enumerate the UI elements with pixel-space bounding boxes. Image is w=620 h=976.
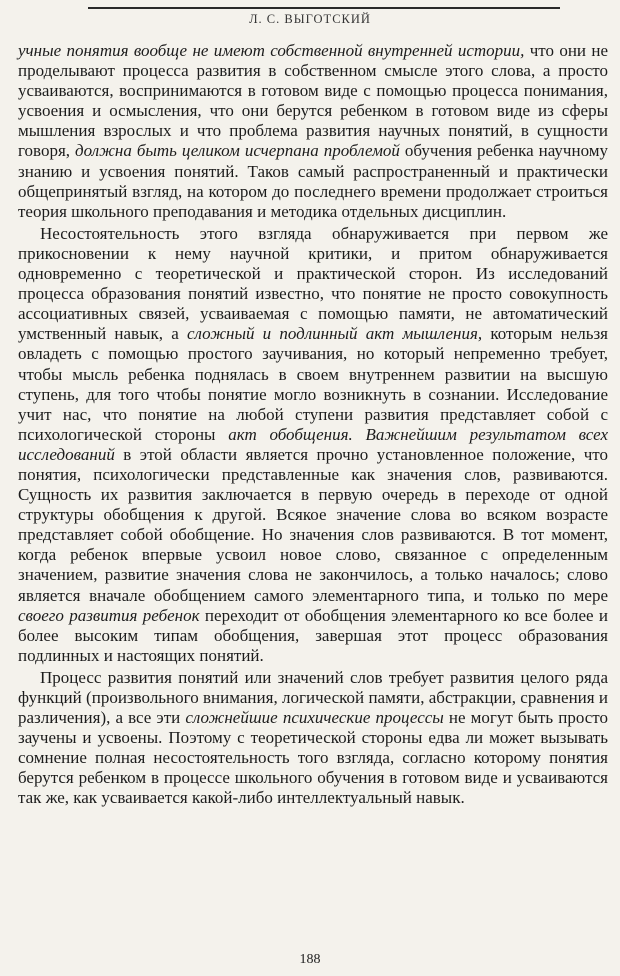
header-rule xyxy=(88,7,560,9)
paragraph-2-segment: Важнейшим результатом всех исследований xyxy=(18,424,608,464)
paragraph-1 xyxy=(18,41,608,222)
paragraph-2 xyxy=(18,224,608,666)
paragraph-3 xyxy=(18,668,608,809)
paragraph-2-segment: в этой области является прочно установленное положение, что понятия, психологически представленные как значения слов, развиваются. Сущность их развития заключается в первую очередь в переходе от одной структуры обобщения к другой. Всякое значение слова во всяком возрасте представляет собой обобщение. Но значения слов развиваются. В тот момент, когда ребенок впервые усвоил новое слово, связанное с определенным значением, развитие значения слова не закончилось, а только началось; слово является вначале обобщением самого элементарного типа, и только по мере xyxy=(18,444,608,605)
body-text xyxy=(18,41,608,809)
running-head: Л. С. ВЫГОТСКИЙ xyxy=(249,12,371,26)
paragraph-2-segment: которым нельзя овладеть с помощью простого заучивания, но который непременно требует, чтобы мысль ребенка поднялась в своем внутреннем развитии на высшую ступень, для того чтобы понятие могло возникнуть в сознании. Исследование учит нас, что понятие на любой ступени развития представляет собой с психологической стороны xyxy=(18,324,608,444)
paragraph-2-segment: переходит от обобщения элементарного ко все более и более высоким типам обобщения, завершая этот процесс образования подлинных и настоящих понятий. xyxy=(18,605,609,665)
paragraph-1-segment: что они не проделывают процесса развития в собственном смысле этого слова, а просто усваиваются, воспринимаются в готовом виде с помощью процесса понимания, усвоения и осмысления, что они берутся ребенком в готовом виде из сферы мышления взрослых и что проблема развития научных понятий, в сущности говоря, xyxy=(18,41,608,161)
paragraph-2-segment: сложный и подлинный акт мышления, xyxy=(186,324,483,344)
paragraph-3-segment: Процесс развития понятий или значений слов требует развития целого ряда функций (произвольного внимания, логической памяти, абстракции, сравнения и различения), а все эти xyxy=(18,667,608,728)
paragraph-2-segment: своего развития ребенок xyxy=(18,605,200,625)
paragraph-3-segment: сложнейшие психические процессы xyxy=(185,708,444,728)
paragraph-2-segment: Несостоятельность этого взгляда обнаруживается при первом же прикосновении к нему научной критики, и притом обнаруживается одновременно с теоретической и практической сторон. Из исследований процесса образования понятий известно, что понятие не просто совокупность ассоциативных связей, усваиваемая с помощью памяти, не автоматический умственный навык, а xyxy=(18,223,608,344)
paragraph-1-segment: учные понятия вообще не имеют собственной внутренней истории, xyxy=(18,41,525,60)
page-number: 188 xyxy=(299,952,321,967)
paragraph-2-segment xyxy=(353,425,366,444)
paragraph-1-segment: должна быть целиком исчерпана проблемой xyxy=(75,141,400,161)
paragraph-3-segment: не могут быть просто заучены и усвоены. Поэтому с теоретической стороны едва ли может вызывать сомнение полная несостоятельность того взгляда, согласно которому понятия берутся ребенком в процессе школьного обучения в готовом виде и усваиваются так же, как усваивается какой-либо интеллектуальный навык. xyxy=(18,708,609,808)
paragraph-1-segment: обучения ребенка научному знанию и усвоения понятий. Таков самый распространенный и практически общепринятый взгляд, на котором до последнего времени продолжает строиться теория школьного преподавания и методика отдельных дисциплин. xyxy=(18,141,609,221)
paragraph-2-segment: акт обобщения. xyxy=(228,424,353,444)
